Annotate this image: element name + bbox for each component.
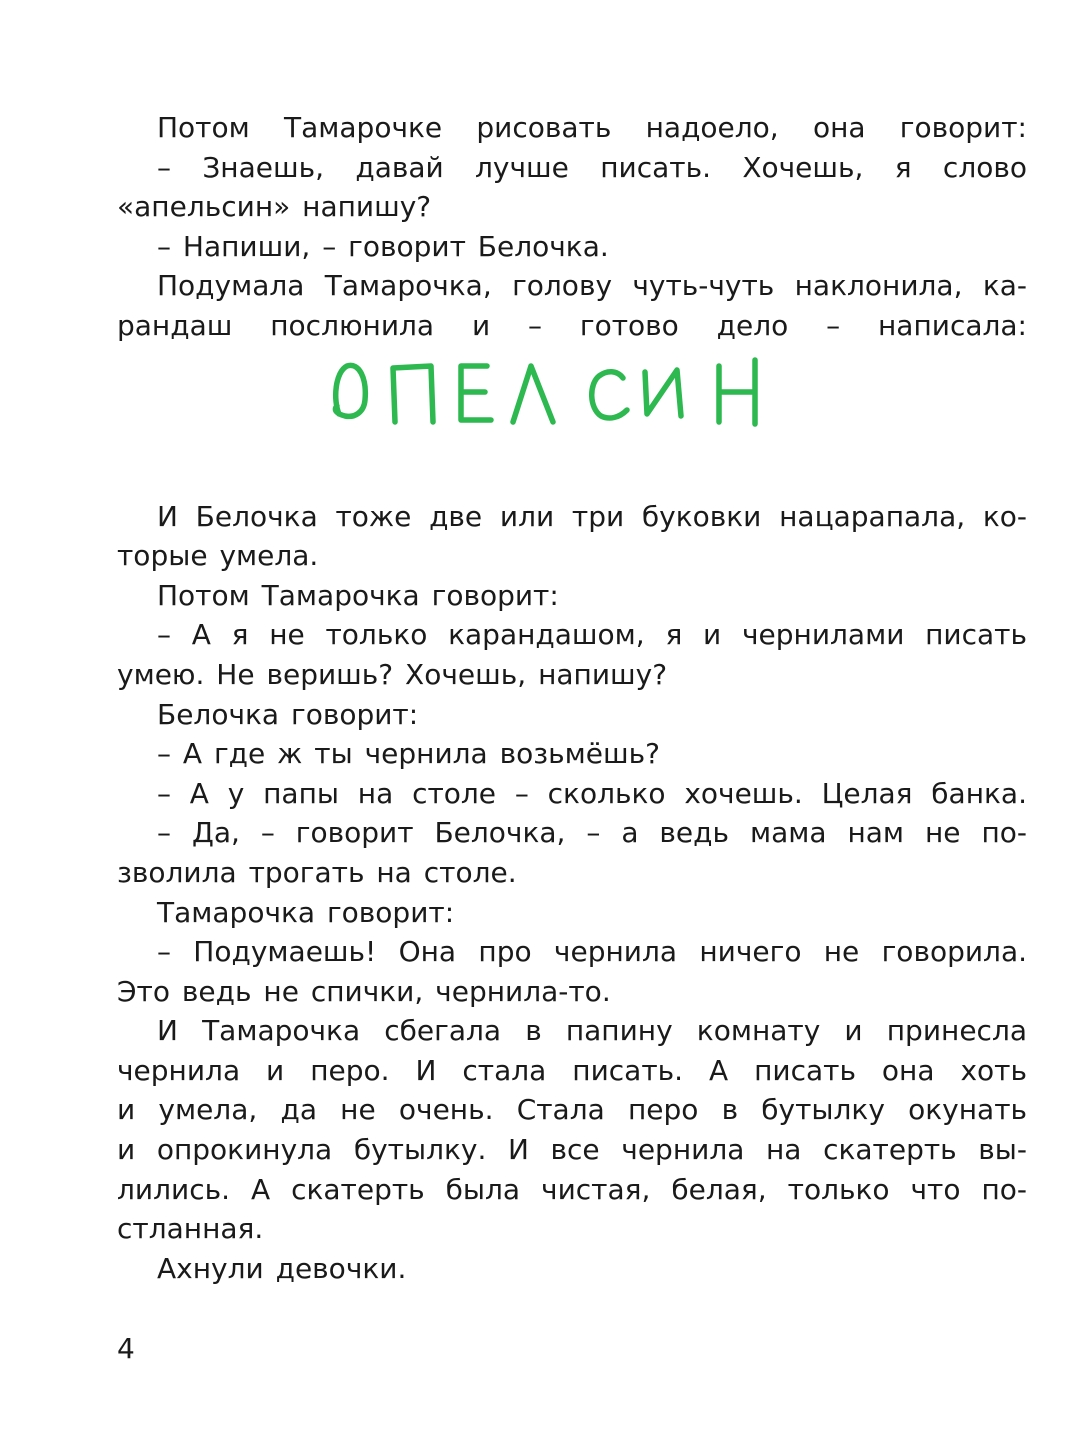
text-line: «апельсин» напишу? [117,190,432,224]
text-line: – Напиши, – говорит Белочка. [157,229,609,263]
handwritten-word [117,346,1027,497]
handwritten-word-drawing [327,352,817,432]
text-line: – Знаешь, давай лучше писать. Хочешь, я слово [157,150,1027,184]
text-line: стланная. [117,1212,264,1246]
text-line: – Да, – говорит Белочка, – а ведь мама нам не по- [157,816,1027,850]
text-line: и опрокинула бутылку. И все чернила на скатерть вы- [117,1133,1027,1167]
handwritten-letter-e [461,366,491,420]
text-line: и умела, да не очень. Стала перо в бутылку окунать [117,1093,1027,1127]
text-line: – Подумаешь! Она про чернила ничего не говорила. [157,935,1027,969]
text-line: Потом Тамарочке рисовать надоело, она говорит: [157,111,1027,144]
handwritten-letter-i [645,370,681,416]
handwritten-letter-s [592,371,627,417]
text-line: Ахнули девочки. [157,1251,407,1285]
text-line: – А где ж ты чернила возьмёшь? [157,737,660,771]
text-line: Тамарочка говорит: [157,895,455,929]
text-line: рандаш послюнила и – готово дело – написала: [117,308,1027,342]
handwritten-letter-o [335,365,365,416]
text-line: И Тамарочка сбегала в папину комнату и принесла [157,1014,1027,1048]
text-line: – А у папы на столе – сколько хочешь. Целая банка. [157,776,1027,810]
text-line: зволила трогать на столе. [117,855,517,889]
text-line: Потом Тамарочка говорит: [157,578,559,612]
handwritten-letter-n [719,360,755,424]
handwritten-letter-l [513,366,553,422]
handwritten-letter-p [393,366,433,422]
text-line: чернила и перо. И стала писать. А писать она хоть [117,1053,1027,1087]
text-line: Подумала Тамарочка, голову чуть-чуть наклонила, ка- [157,269,1027,303]
text-line: И Белочка тоже две или три буковки нацарапала, ко- [157,499,1027,533]
handwriting-strokes [335,360,755,424]
page-number: 4 [117,1332,135,1365]
text-line: – А я не только карандашом, я и чернилами писать [157,618,1027,652]
text-line: торые умела. [117,539,319,573]
text-line: лились. А скатерть была чистая, белая, только что по- [117,1172,1027,1206]
text-line: Белочка говорит: [157,697,419,731]
page-body [117,108,1027,1288]
text-line: умею. Не веришь? Хочешь, напишу? [117,657,668,691]
text-line: Это ведь не спички, чернила-то. [117,974,611,1008]
